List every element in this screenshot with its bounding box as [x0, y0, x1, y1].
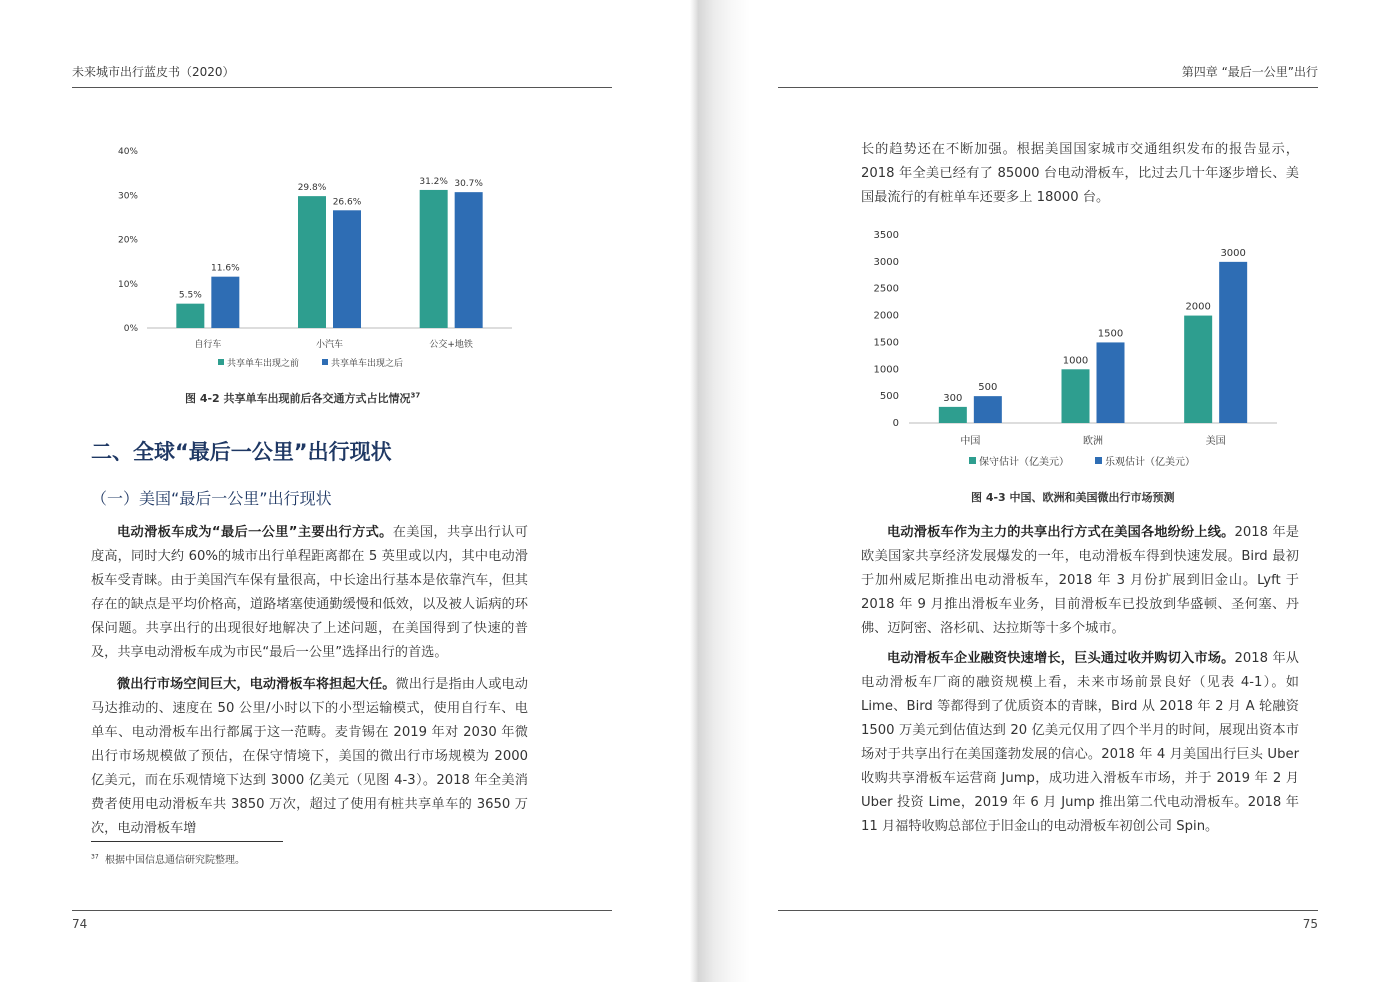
data-label: 26.6% [332, 197, 362, 208]
bar-1 [1062, 369, 1090, 423]
data-label: 500 [978, 382, 998, 394]
y-tick-label: 2500 [873, 283, 899, 295]
legend-label: 乐观估计（亿美元） [1105, 457, 1195, 468]
paragraph [91, 673, 528, 841]
paragraph-lead: 电动滑板车企业融资快速增长，巨头通过收并购切入市场。 [887, 651, 1235, 666]
y-tick-label: 0 [892, 418, 899, 429]
data-label: 5.5% [178, 290, 202, 301]
header-rule [72, 87, 612, 88]
y-tick-label: 2000 [873, 310, 899, 322]
bar-1 [420, 190, 448, 328]
y-tick-label: 30% [117, 191, 138, 202]
legend-swatch [969, 457, 976, 464]
data-label: 2000 [1185, 301, 1211, 313]
bar-2 [333, 210, 361, 328]
y-tick-label: 40% [117, 147, 138, 157]
figure-caption: 图 4-3 中国、欧洲和美国微出行市场预测 [971, 491, 1175, 504]
header-rule [778, 87, 1318, 88]
page-number: 75 [1302, 917, 1318, 931]
running-header-left: 未来城市出行蓝皮书（2020） [72, 65, 235, 79]
category-label: 中国 [960, 436, 981, 447]
category-label: 欧洲 [1083, 436, 1103, 447]
data-label: 31.2% [419, 176, 448, 187]
paragraph-body: 2018 年从电动滑板车厂商的融资规模上看，未来市场前景良好（见表 4-1）。如 Lime、Bird 等都得到了优质资本的青睐，Bird 从 2018 年 2 月 A 轮融资 1500 万美元到估值达到 20 亿美元仅用了四个半月的时间，展现出资本市场对于共享出行在美国蓬勃发展的信心。2018 年 4 月美国出行巨头 Uber 收购共享滑板车运营商 Jump，成功进入滑板车市场，并于 2019 年 2 月 Uber 投资 Lime，2019 年 6 月 Jump 推出第二代电动滑板车。2018 年 11 月福特收购总部位于旧金山的电动滑板车初创公司 Spin。 [861, 651, 1299, 834]
subsection-title: （一）美国“最后一公里”出行现状 [91, 489, 332, 508]
figure-caption [185, 390, 420, 406]
bar-2 [211, 277, 239, 328]
legend-swatch [322, 359, 328, 365]
bar-1 [939, 407, 967, 423]
footnote-text: 根据中国信息通信研究院整理。 [105, 855, 245, 866]
footnote-ref: 37 [410, 391, 421, 400]
paragraph-lead: 电动滑板车作为主力的共享出行方式在美国各地纷纷上线。 [887, 525, 1235, 540]
paragraph-body: 在美国，共享出行认可度高，同时大约 60%的城市出行单程距离都在 5 英里或以内，其中电动滑板车受青睐。由于美国汽车保有量很高，中长途出行基本是依靠汽车，但其存在的缺点是平均价格高，道路堵塞使通勤缓慢和低效，以及被人诟病的环保问题。共享出行的出现很好地解决了上述问题，在美国得到了快速的普及，共享电动滑板车成为市民“最后一公里”选择出行的首选。 [91, 525, 528, 660]
bar-2 [1219, 262, 1247, 423]
data-label: 29.8% [297, 183, 327, 194]
running-header-right: 第四章 “最后一公里”出行 [1181, 65, 1318, 79]
legend-label: 共享单车出现之后 [331, 359, 404, 369]
data-label: 3000 [1220, 247, 1246, 259]
bar-2 [974, 396, 1002, 423]
category-label: 美国 [1205, 436, 1226, 447]
footer-rule [778, 910, 1318, 911]
bar-2 [1097, 342, 1125, 423]
paragraph-body: 微出行是指由人或电动马达推动的、速度在 50 公里/小时以下的小型运输模式，使用自行车、电单车、电动滑板车出行都属于这一范畴。麦肯锡在 2019 年对 2030 年微出行市场规模做了预估，在保守情境下，美国的微出行市场规模为 2000 亿美元，而在乐观情境下达到 3000 亿美元（见图 4-3）。2018 年全美消费者使用电动滑板车共 3850 万次，超过了使用有桩共享单车的 3650 万次，电动滑板车增 [91, 677, 528, 836]
page-number: 74 [72, 917, 88, 931]
footnote-number: 37 [91, 853, 99, 861]
data-label: 11.6% [211, 263, 240, 274]
y-tick-label: 1500 [873, 337, 899, 349]
footer-rule [72, 910, 612, 911]
y-tick-label: 20% [117, 235, 138, 246]
paragraph [861, 521, 1299, 641]
figure-4-2-chart [100, 140, 520, 380]
data-label: 30.7% [454, 179, 483, 190]
bar-1 [176, 304, 204, 328]
y-tick-label: 500 [879, 391, 899, 403]
paragraph [861, 647, 1299, 839]
category-label: 公交+地铁 [429, 340, 473, 350]
section-title: 二、全球“最后一公里”出行现状 [91, 440, 392, 464]
legend-swatch [1095, 457, 1102, 464]
legend-label: 共享单车出现之前 [227, 359, 300, 369]
paragraph-lead: 微出行市场空间巨大，电动滑板车将担起大任。 [117, 677, 396, 692]
figure-4-3-chart [861, 225, 1301, 475]
bar-1 [298, 196, 326, 328]
bar-2 [455, 192, 483, 328]
footnote-rule [91, 841, 283, 842]
legend-label: 保守估计（亿美元） [979, 457, 1069, 468]
category-label: 自行车 [194, 340, 222, 350]
book-gutter [690, 0, 750, 982]
footnote [91, 851, 245, 866]
bar-1 [1184, 316, 1212, 423]
paragraph: 长的趋势还在不断加强。根据美国国家城市交通组织发布的报告显示，2018 年全美已经有了 85000 台电动滑板车，比过去几十年逐步增长、美国最流行的有桩单车还要多上 18000 台。 [861, 142, 1299, 205]
data-label: 1500 [1097, 328, 1124, 340]
paragraph-lead: 电动滑板车成为“最后一公里”主要出行方式。 [117, 525, 393, 540]
y-tick-label: 3500 [873, 230, 899, 241]
legend-swatch [218, 359, 224, 365]
paragraph [91, 521, 528, 665]
paragraph-body: 2018 年是欧美国家共享经济发展爆发的一年，电动滑板车得到快速发展。Bird 最初于加州威尼斯推出电动滑板车，2018 年 3 月份扩展到旧金山。Lyft 于 2018 年 9 月推出滑板车业务，目前滑板车已投放到华盛顿、圣何塞、丹佛、迈阿密、洛杉矶、达拉斯等十多个城市。 [861, 525, 1299, 636]
figure-caption-text: 图 4-2 共享单车出现前后各交通方式占比情况 [185, 392, 411, 405]
y-tick-label: 10% [117, 279, 138, 290]
y-tick-label: 1000 [873, 364, 899, 376]
y-tick-label: 3000 [873, 256, 899, 268]
right-page [695, 0, 1390, 982]
data-label: 1000 [1062, 355, 1089, 367]
data-label: 300 [943, 392, 963, 404]
category-label: 小汽车 [315, 340, 344, 350]
y-tick-label: 0% [123, 324, 138, 334]
